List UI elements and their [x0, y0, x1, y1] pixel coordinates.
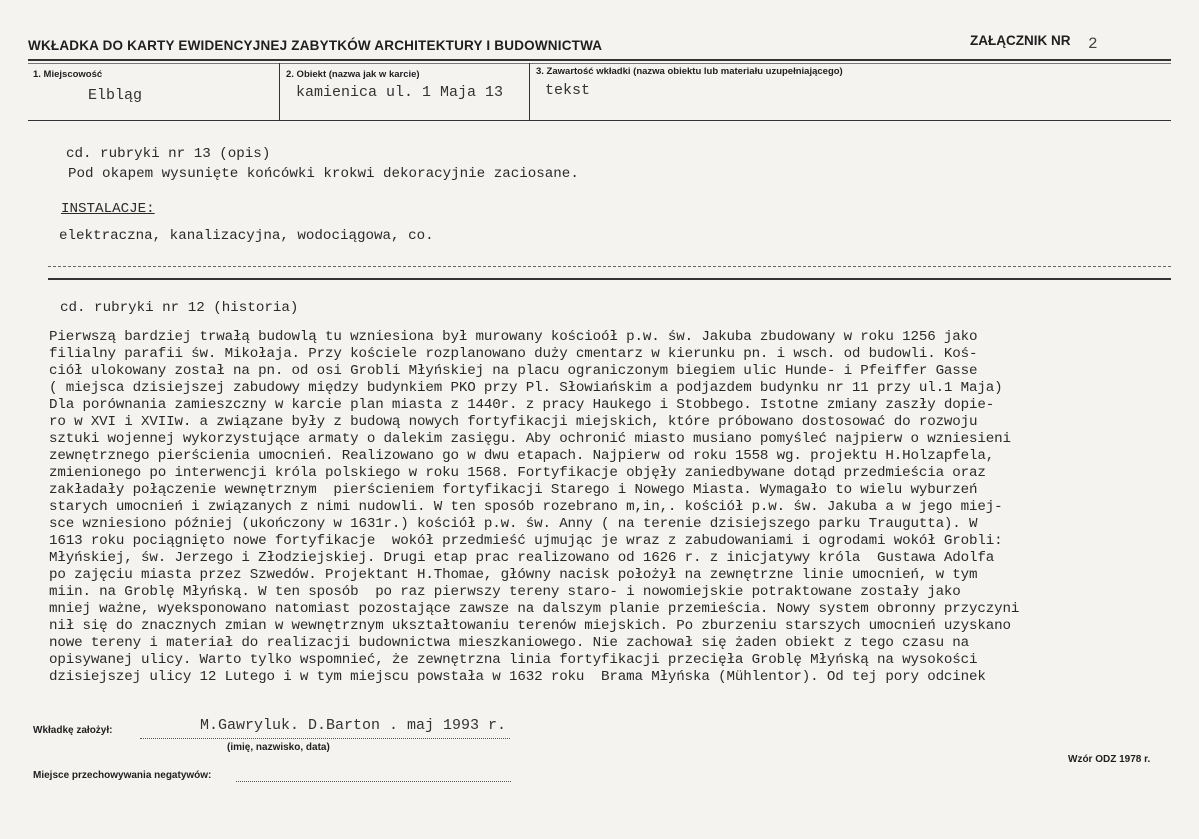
- section-separator: [48, 278, 1171, 280]
- history-line: Młyńskiej, św. Jerzego i Złodziejskiej. Drugi etap prac realizowano od 1626 r. z inicjatywy króla Gustawa Adolfa: [49, 550, 995, 566]
- field-divider-2: [529, 63, 530, 120]
- attachment-label: ZAŁĄCZNIK NR: [970, 33, 1071, 48]
- header-rule-thin: [28, 63, 1171, 64]
- installations-heading: INSTALACJE:: [61, 201, 155, 217]
- history-line: ciół ulokowany został na pn. od osi Grobli Młyńskiej na placu ograniczonym biegiem ulic Hunde- i Pfeiffer Gasse: [49, 363, 978, 379]
- founded-dotted-line: [140, 738, 510, 739]
- history-line: mniej ważne, wyeksponowano natomiast pozostające zawsze na dalszym planie przemieścia. Nowy system obronny przyczyni: [49, 601, 1020, 617]
- section1-sentence: Pod okapem wysunięte końcówki krokwi dekoracyjnie zaciosane.: [68, 166, 579, 182]
- history-line: ro w XVI i XVIIw. a związane były z budową nowych fortyfikacji miejskich, które próbowano dostosować do rozwoju: [49, 414, 978, 430]
- founded-label: Wkładkę założył:: [33, 725, 113, 736]
- header-rule: [28, 59, 1171, 61]
- content-label: 3. Zawartość wkładki (nazwa obiektu lub materiału uzupełniającego): [536, 66, 843, 77]
- history-line: sztuki wojennej wykorzystujące armaty o dalekim zasięgu. Aby ochronić miasto musiano pomyśleć najpierw o wzniesieni: [49, 431, 1011, 447]
- history-line: nił się do znacznych zmian w wewnętrznym ukształtowaniu terenów miejskich. Po zburzeniu starszych umocnień uzyskano: [49, 618, 1011, 634]
- founded-value: M.Gawryluk. D.Barton . maj 1993 r.: [200, 717, 507, 734]
- section1-heading: cd. rubryki nr 13 (opis): [66, 146, 271, 162]
- attachment-number: 2: [1088, 35, 1098, 53]
- founded-caption: (imię, nazwisko, data): [227, 742, 330, 753]
- locality-label: 1. Miejscowość: [33, 69, 103, 80]
- history-line: ( miejsca dzisiejszej zabudowy między budynkiem PKO przy Pl. Słowiańskim a podjazdem budynku nr 11 przy ul.1 Maja): [49, 380, 1003, 396]
- history-line: opisywanej ulicy. Warto tylko wspomnieć, że zewnętrzna linia fortyfikacji przecięła Groblę Młyńską na wysokości: [49, 652, 978, 668]
- history-line: 1613 roku pociągnięto nowe fortyfikacje wokół przedmieść ujmując je wraz z zabudowaniami i ogrodami wokół Grobli:: [49, 533, 1003, 549]
- history-line: dzisiejszej ulicy 12 Lutego i w tym miejscu powstała w 1632 roku Brama Młyńska (Mühlentor). Od tej pory odcinek: [49, 669, 986, 685]
- locality-value: Elbląg: [88, 87, 143, 104]
- history-line: miin. na Groblę Młyńską. W ten sposób po raz pierwszy tereny staro- i nowomiejskie potraktowane zostały jako: [49, 584, 961, 600]
- history-line: po zajęciu miasta przez Szwedów. Projektant H.Thomae, główny nacisk położył na zewnętrzne linie umocnień, w tym: [49, 567, 978, 583]
- history-line: Pierwszą bardziej trwałą budowlą tu wzniesiona był murowany kościoół p.w. św. Jakuba zbudowany w roku 1256 jako: [49, 329, 978, 345]
- history-line: zewnętrznego pierścienia umocnień. Realizowano go w dwu etapach. Najpierw od roku 1558 wg. projektu H.Holzapfela,: [49, 448, 995, 464]
- history-line: starych umocnień i związanych z nimi nudowli. W ten sposób rozebrano m,in,. kościół p.w. św. Jakuba a w jego miej-: [49, 499, 1003, 515]
- field-divider-1: [279, 63, 280, 120]
- history-line: Dla porównania zamieszczny w karcie plan miasta z 1440r. z pracy Haukego i Stobbego. Istotne zmiany zaszły dopie-: [49, 397, 995, 413]
- content-value: tekst: [545, 82, 591, 99]
- history-line: nowe tereny i materiał do realizacji budownictwa mieszkaniowego. Nie zachował się żaden obiekt z tego czasu na: [49, 635, 970, 651]
- object-label: 2. Obiekt (nazwa jak w karcie): [286, 69, 420, 80]
- template-label: Wzór ODZ 1978 r.: [1068, 754, 1151, 765]
- history-line: zakładały połączenie wewnętrznym pierścieniem fortyfikacji Starego i Nowego Miasta. Wymagało to wielu wyburzeń: [49, 482, 978, 498]
- fields-rule: [28, 120, 1171, 121]
- history-line: sce wzniesiono później (ukończony w 1631r.) kościół p.w. św. Anny ( na terenie dzisiejszego parku Traugutta). W: [49, 516, 978, 532]
- negatives-dotted-line: [236, 781, 511, 782]
- installations-text: elektraczna, kanalizacyjna, wodociągowa, co.: [59, 228, 434, 244]
- section-separator-dotted: [48, 266, 1171, 267]
- history-line: zmienionego po interwencji króla polskiego w roku 1568. Fortyfikacje objęły zaniedbywane dotąd przedmieścia oraz: [49, 465, 986, 481]
- object-value: kamienica ul. 1 Maja 13: [296, 84, 504, 101]
- form-title: WKŁADKA DO KARTY EWIDENCYJNEJ ZABYTKÓW ARCHITEKTURY I BUDOWNICTWA: [28, 38, 603, 53]
- section2-heading: cd. rubryki nr 12 (historia): [60, 300, 299, 316]
- history-line: filialny parafii św. Mikołaja. Przy kościele rozplanowano duży cmentarz w kierunku pn. i wsch. od budowli. Koś-: [49, 346, 978, 362]
- negatives-label: Miejsce przechowywania negatywów:: [33, 770, 212, 781]
